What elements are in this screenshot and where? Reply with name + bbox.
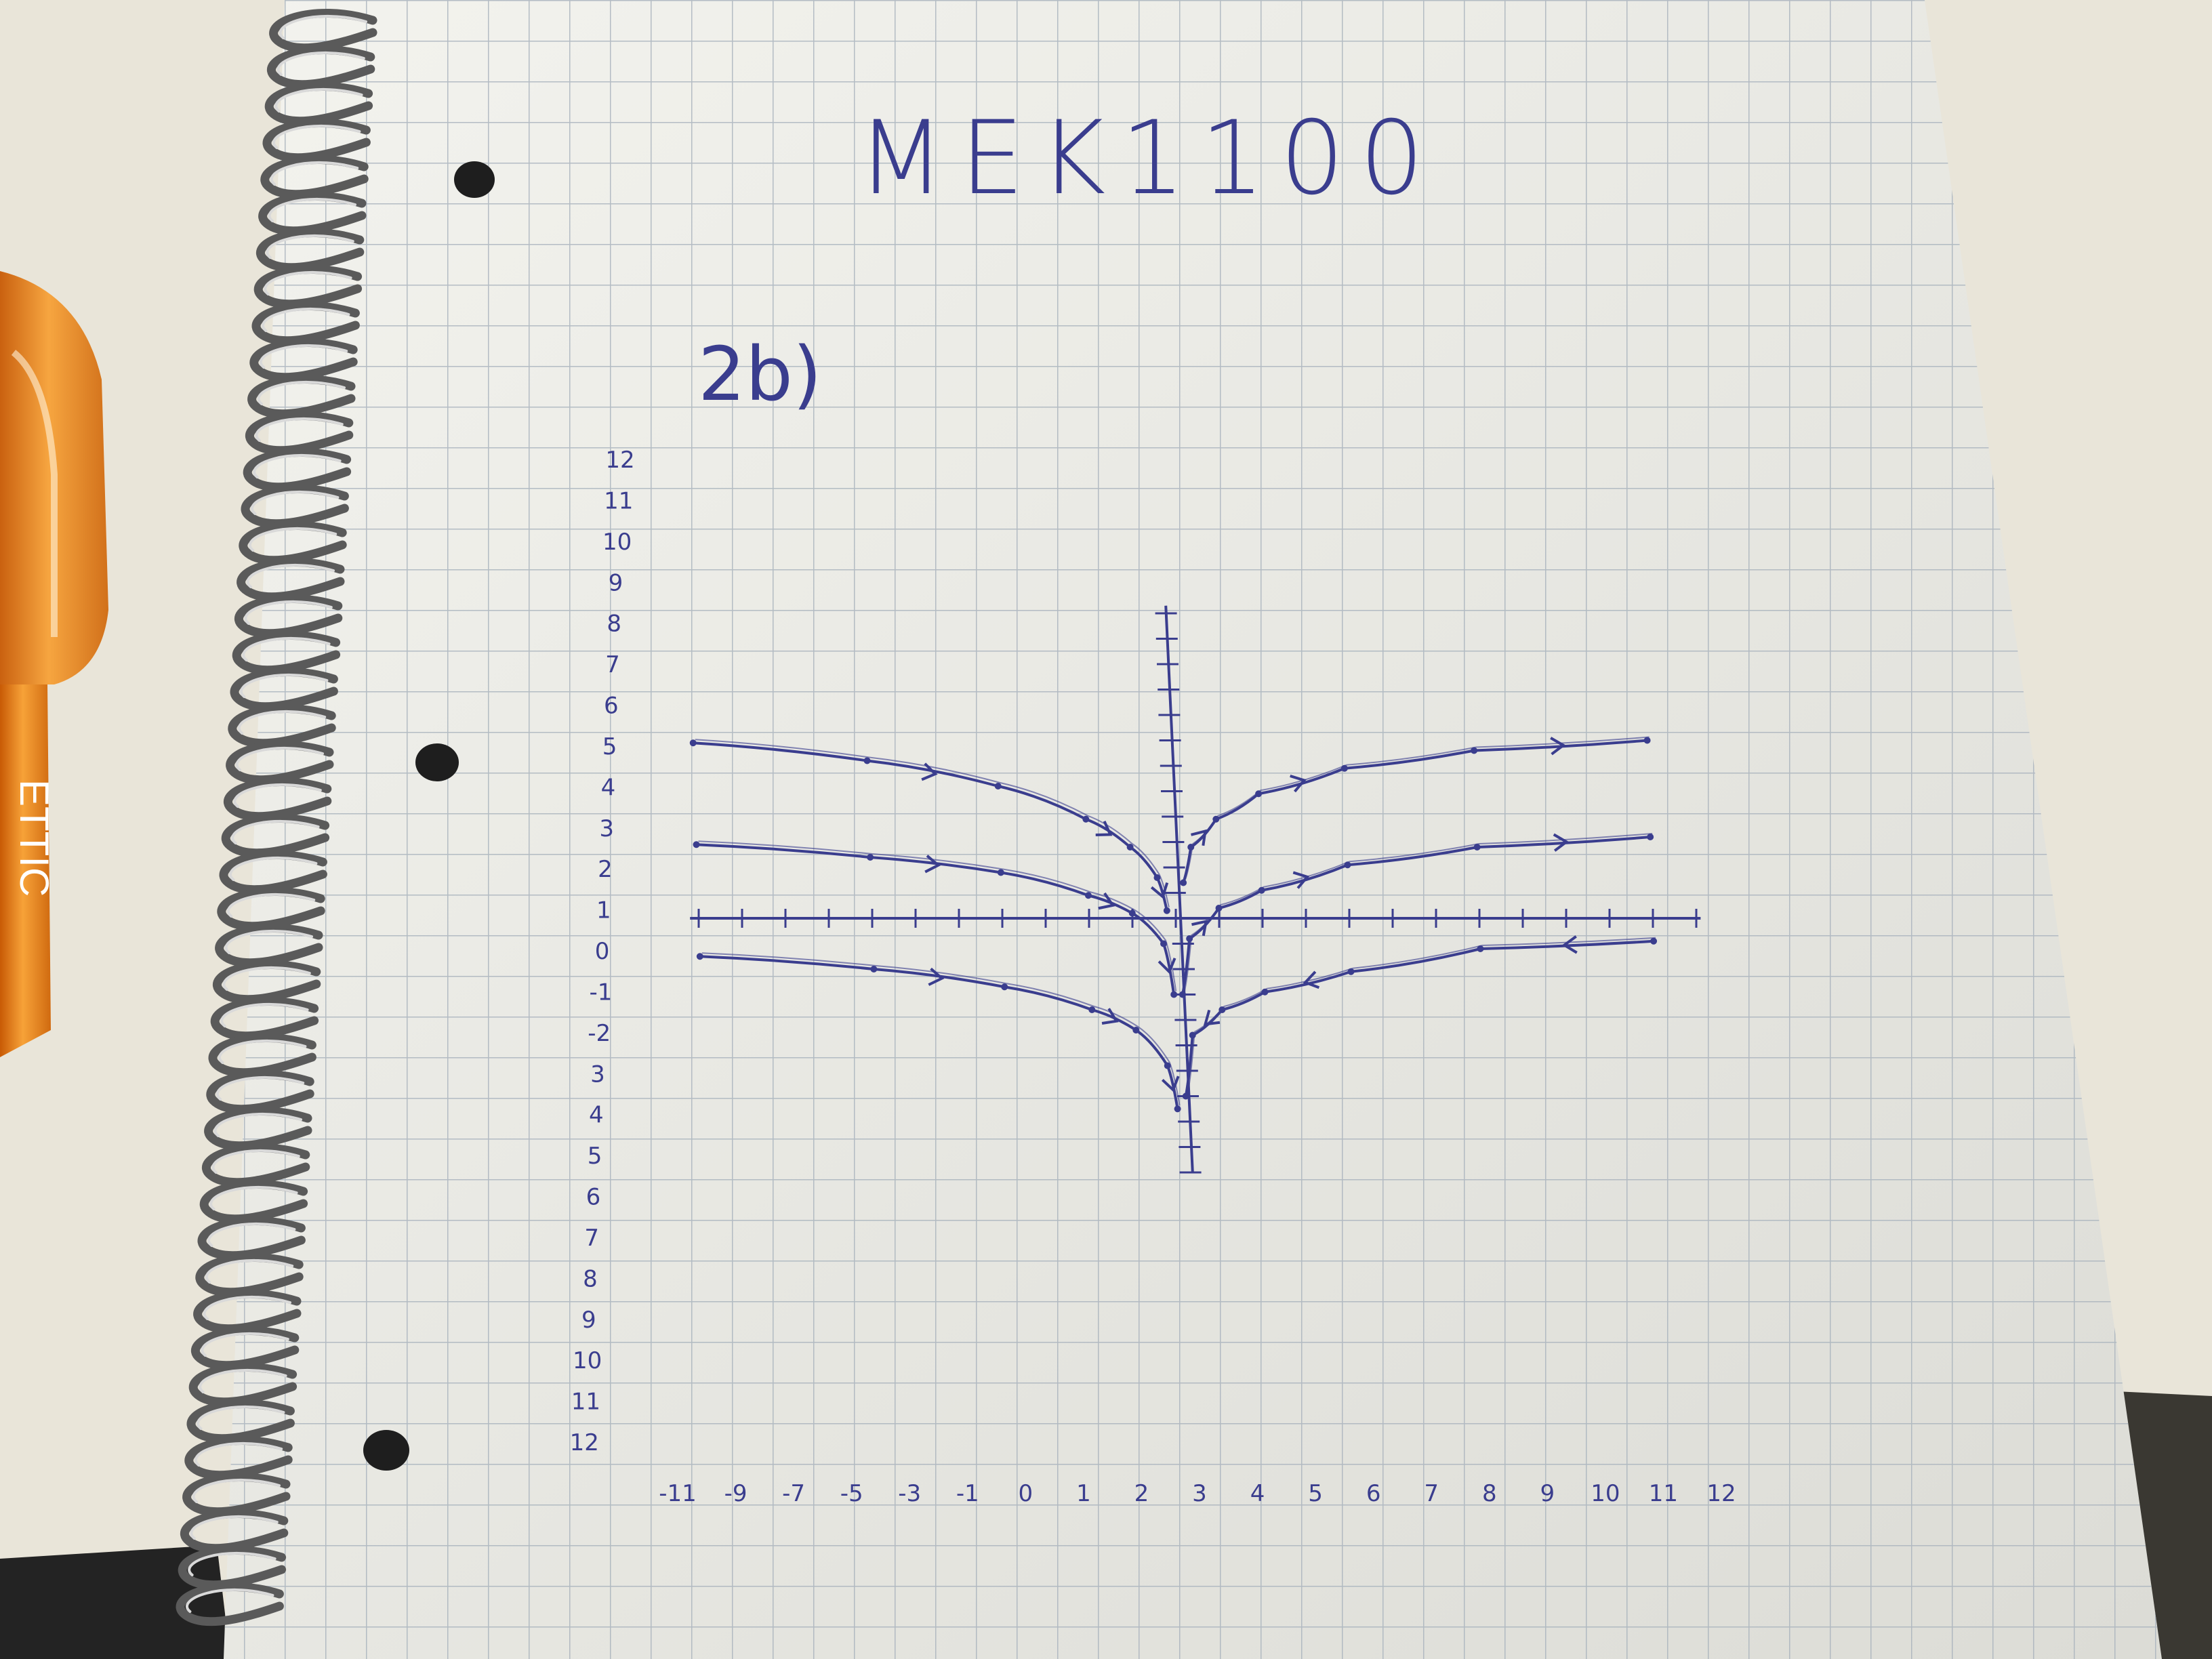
x-tick-label: 9 <box>1540 1480 1555 1507</box>
y-tick-label: 11 <box>604 487 634 515</box>
curve-point <box>1174 1105 1181 1112</box>
curve-point <box>1216 905 1223 912</box>
x-tick-label: 8 <box>1481 1480 1497 1507</box>
y-tick-label: 1 <box>596 897 611 924</box>
y-tick-label: 7 <box>605 651 620 679</box>
curve-point <box>995 783 1002 790</box>
curve-point <box>1647 834 1654 840</box>
page-title: MEK1100 <box>857 100 1439 218</box>
curve-point <box>1085 892 1092 899</box>
y-tick-label: 9 <box>608 569 623 597</box>
y-tick-label: -2 <box>588 1019 611 1047</box>
x-tick-label: -11 <box>659 1480 697 1507</box>
punch-hole <box>363 1430 409 1471</box>
x-tick-label: 12 <box>1706 1480 1736 1507</box>
curve-point <box>1127 844 1134 851</box>
curve-point <box>1348 968 1355 975</box>
y-tick-label: 11 <box>571 1388 601 1416</box>
curve-point <box>1471 747 1477 754</box>
x-tick-label: -3 <box>898 1480 922 1507</box>
curve-point <box>1474 844 1481 851</box>
curve-point <box>1001 983 1008 990</box>
x-tick-label: 10 <box>1591 1480 1620 1507</box>
y-tick-label: 5 <box>587 1143 602 1170</box>
curve-point <box>1088 1006 1095 1013</box>
notebook-page <box>224 0 2162 1659</box>
x-tick-label: 7 <box>1424 1480 1439 1507</box>
curve-point <box>1129 910 1136 917</box>
y-tick-label: 6 <box>603 692 619 720</box>
curve-point <box>1644 737 1651 744</box>
x-tick-label: 0 <box>1018 1480 1033 1507</box>
x-tick-label: -9 <box>724 1480 747 1507</box>
exercise-label: 2b) <box>698 331 822 417</box>
curve-point <box>1082 816 1089 823</box>
pen-brand-text: ETTIC <box>12 779 57 897</box>
x-tick-label: 4 <box>1250 1480 1265 1507</box>
y-tick-label: -1 <box>589 979 613 1006</box>
curve-point <box>1170 991 1177 998</box>
curve-point <box>1164 1063 1171 1069</box>
y-tick-label: 8 <box>583 1265 598 1293</box>
curve-point <box>690 739 697 746</box>
curve-point <box>870 966 877 972</box>
curve-point <box>1160 941 1167 947</box>
x-tick-label: -5 <box>840 1480 863 1507</box>
y-tick-label: 4 <box>588 1101 604 1129</box>
curve-point <box>1189 1032 1196 1039</box>
curve-point <box>1132 1027 1139 1033</box>
curve-point <box>1477 945 1483 952</box>
x-tick-label: -7 <box>782 1480 806 1507</box>
y-tick-label: 12 <box>605 447 635 474</box>
y-tick-label: 10 <box>572 1347 602 1375</box>
curve-point <box>1179 991 1186 998</box>
y-tick-label: 10 <box>602 528 632 556</box>
curve-point <box>998 869 1004 876</box>
curve-point <box>1650 938 1657 945</box>
x-tick-label: 6 <box>1366 1480 1381 1507</box>
x-tick-label: 3 <box>1192 1480 1207 1507</box>
curve-point <box>693 841 700 848</box>
x-tick-label: 5 <box>1308 1480 1323 1507</box>
curve-point <box>1186 935 1193 942</box>
x-tick-label: 11 <box>1648 1480 1679 1507</box>
curve-point <box>697 953 703 960</box>
y-tick-label: 12 <box>569 1429 599 1456</box>
curve-point <box>1183 1093 1189 1100</box>
y-tick-label: 0 <box>594 938 610 965</box>
y-tick-label: 9 <box>581 1306 596 1334</box>
curve-point <box>1261 989 1268 996</box>
y-tick-label: 3 <box>599 815 615 842</box>
curve-point <box>1212 816 1219 823</box>
punch-hole <box>415 743 459 781</box>
curve-point <box>1164 907 1170 914</box>
curve-point <box>1218 1006 1225 1013</box>
curve-point <box>864 758 871 764</box>
x-tick-label: 2 <box>1134 1480 1149 1507</box>
y-tick-label: 7 <box>584 1224 600 1252</box>
curve-point <box>1344 861 1351 868</box>
y-tick-label: 2 <box>598 856 613 884</box>
curve-point <box>1255 790 1262 797</box>
curve-point <box>1153 874 1160 881</box>
curve-point <box>1180 880 1187 886</box>
x-tick-label: -1 <box>956 1480 979 1507</box>
y-tick-label: 8 <box>607 610 622 638</box>
y-tick-label: 3 <box>590 1061 605 1088</box>
x-tick-label: 1 <box>1076 1480 1091 1507</box>
curve-point <box>867 854 874 861</box>
curve-point <box>1258 887 1265 894</box>
punch-hole <box>454 161 495 198</box>
y-tick-label: 4 <box>600 774 616 802</box>
curve-point <box>1341 765 1348 772</box>
y-tick-label: 5 <box>602 733 617 760</box>
curve-point <box>1187 844 1194 851</box>
y-tick-label: 6 <box>586 1183 601 1211</box>
